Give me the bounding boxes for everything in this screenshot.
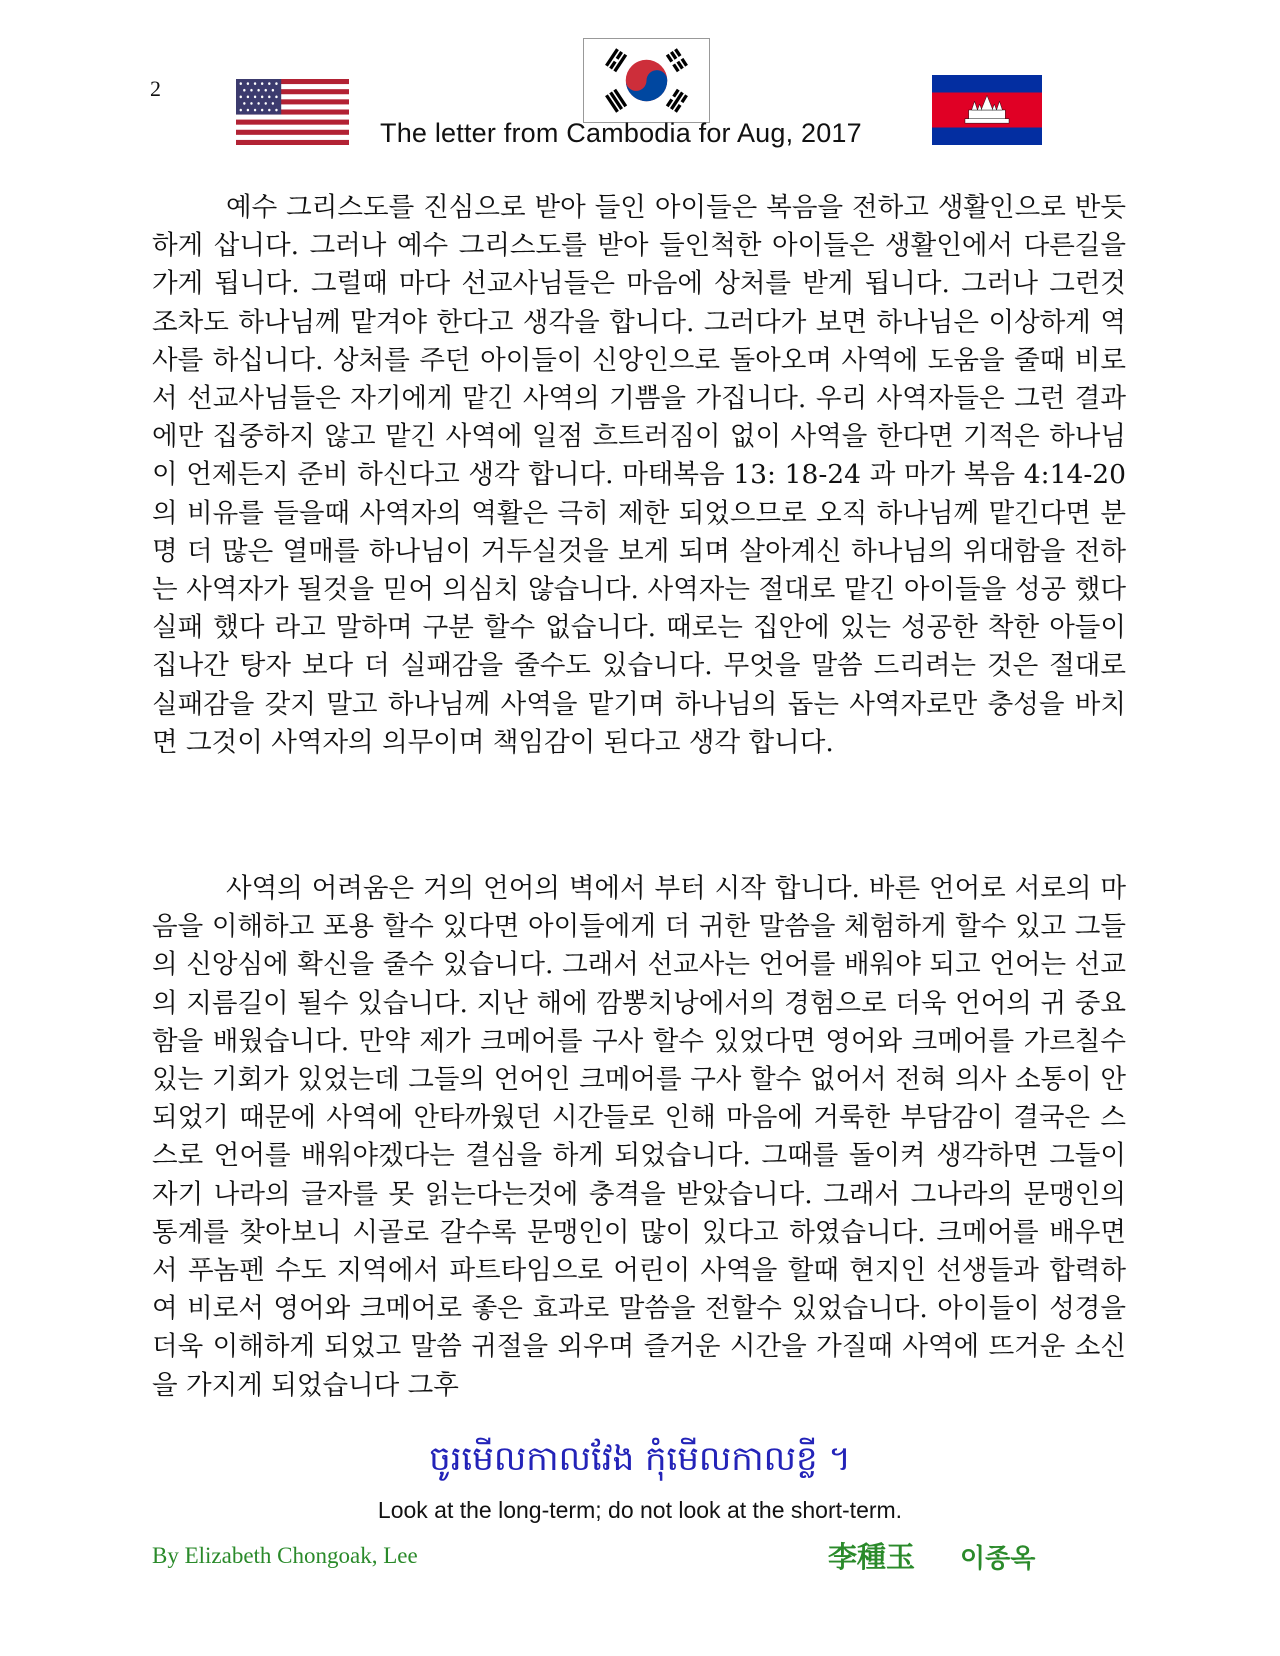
letter-title: The letter from Cambodia for Aug, 2017: [380, 118, 862, 148]
motto-translation: Look at the long-term; do not look at the short-term.: [377, 1497, 903, 1523]
author-name-hanja: 李種玉: [828, 1540, 916, 1574]
author-name-hangul: 이종옥: [960, 1544, 1036, 1574]
usa-flag-icon: [236, 79, 349, 145]
south-korea-flag-icon: [583, 38, 710, 123]
page-number: 2: [150, 76, 161, 101]
cambodia-flag-icon: [932, 75, 1042, 145]
khmer-motto: ចូរមើលកាលវែង កុំមើលកាលខ្លី ។: [429, 1439, 851, 1479]
body-paragraph: 예수 그리스도를 진심으로 받아 들인 아이들은 복음을 전하고 생활인으로 반듯하게 삽니다. 그러나 예수 그리스도를 받아 들인척한 아이들은 생활인에서 다른길을 가게 됩니다. 그럴때 마다 선교사님들은 마음에 상처를 받게 됩니다. 그러나 그런것 조차도 하나님께 맡겨야 한다고 생각을 합니다. 그러다가 보면 하나님은 이상하게 역사를 하십니다. 상처를 주던 아이들이 신앙인으로 돌아오며 사역에 도움을 줄때 비로서 선교사님들은 자기에게 맡긴 사역의 기쁨을 가집니다. 우리 사역자들은 그런 결과에만 집중하지 않고 맡긴 사역에 일점 흐트러짐이 없이 사역을 한다면 기적은 하나님이 언제든지 준비 하신다고 생각 합니다. 마태복음 13: 18-24 과 마가 복음 4:14-20 의 비유를 들을때 사역자의 역활은 극히 제한 되었으므로 오직 하나님께 맡긴다면 분명 더 많은 열매를 하나님이 거두실것을 보게 되며 살아계신 하나님의 위대함을 전하는 사역자가 될것을 믿어 의심치 않습니다. 사역자는 절대로 맡긴 아이들을 성공 했다 실패 했다 라고 말하며 구분 할수 없습니다. 때로는 집안에 있는 성공한 착한 아들이 집나간 탕자 보다 더 실패감을 줄수도 있습니다. 무엇을 말씀 드리려는 것은 절대로 실패감을 갖지 말고 하나님께 사역을 맡기며 하나님의 돕는 사역자로만 충성을 바치면 그것이 사역자의 의무이며 책임감이 된다고 생각 합니다.: [152, 192, 1126, 758]
body-paragraph: 사역의 어려움은 거의 언어의 벽에서 부터 시작 합니다. 바른 언어로 서로의 마음을 이해하고 포용 할수 있다면 아이들에게 더 귀한 말씀을 체험하게 할수 있고 그들의 신앙심에 확신을 줄수 있습니다. 그래서 선교사는 언어를 배워야 되고 언어는 선교의 지름길이 될수 있습니다. 지난 해에 깜뽕치낭에서의 경험으로 더욱 언어의 귀 중요함을 배웠습니다. 만약 제가 크메어를 구사 할수 있었다면 영어와 크메어를 가르칠수 있는 기회가 있었는데 그들의 언어인 크메어를 구사 할수 없어서 전혀 의사 소통이 안되었기 때문에 사역에 안타까웠던 시간들로 인해 마음에 거룩한 부담감이 결국은 스스로 언어를 배워야겠다는 결심을 하게 되었습니다. 그때를 돌이켜 생각하면 그들이 자기 나라의 글자를 못 읽는다는것에 충격을 받았습니다. 그래서 그나라의 문맹인의 통계를 찾아보니 시골로 갈수록 문맹인이 많이 있다고 하였습니다. 크메어를 배우면서 푸놈펜 수도 지역에서 파트타임으로 어린이 사역을 할때 현지인 선생들과 합력하여 비로서 영어와 크메어로 좋은 효과로 말씀을 전할수 있었습니다. 아이들이 성경을 더욱 이해하게 되었고 말씀 귀절을 외우며 즐거운 시간을 가질때 사역에 뜨거운 소신을 가지게 되었습니다 그후: [152, 873, 1126, 1401]
author-byline: By Elizabeth Chongoak, Lee: [152, 1543, 418, 1568]
